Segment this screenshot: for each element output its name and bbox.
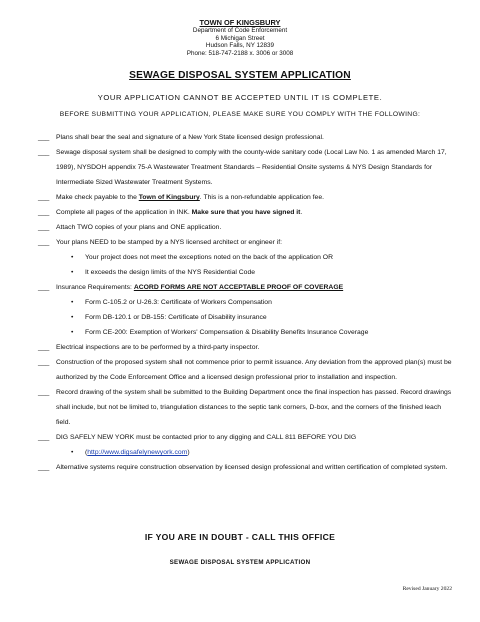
checkbox-line[interactable]: ___ bbox=[38, 149, 50, 156]
before-submitting-note: BEFORE SUBMITTING YOUR APPLICATION, PLEASE MAKE SURE YOU COMPLY WITH THE FOLLOWING: bbox=[59, 111, 421, 118]
signed-emphasis: Make sure that you have signed it bbox=[191, 209, 301, 216]
ink-text-post: . bbox=[300, 209, 303, 216]
item-text: Plans shall bear the seal and signature of a New York State licensed design professional. bbox=[56, 134, 324, 141]
completeness-warning: YOUR APPLICATION CANNOT BE ACCEPTED UNTIL IT IS COMPLETE. bbox=[97, 93, 383, 102]
bullet-icon: • bbox=[71, 329, 74, 336]
item-text: DIG SAFELY NEW YORK must be contacted prior to any digging and CALL 811 BEFORE YOU DIG bbox=[56, 434, 357, 441]
check-text-post: . This is a non-refundable application fee. bbox=[199, 194, 324, 201]
city-address: Hudson Falls, NY 12839 bbox=[205, 42, 275, 50]
list-item bbox=[38, 145, 454, 190]
sub-item bbox=[38, 310, 454, 325]
list-item bbox=[38, 460, 454, 475]
list-item bbox=[38, 430, 454, 445]
checkbox-line[interactable]: ___ bbox=[38, 194, 50, 201]
bullet-icon: • bbox=[71, 269, 74, 276]
call-office-note: IF YOU ARE IN DOUBT - CALL THIS OFFICE bbox=[144, 532, 336, 542]
list-item bbox=[38, 205, 454, 220]
item-text bbox=[56, 280, 454, 295]
town-name-emphasis: Town of Kingsbury bbox=[138, 194, 200, 201]
paren-close: ) bbox=[187, 449, 190, 456]
checkbox-line[interactable]: ___ bbox=[38, 134, 50, 141]
item-text bbox=[56, 205, 454, 220]
dig-safely-link[interactable]: http://www.digsafelynewyork.com bbox=[87, 449, 188, 456]
bullet-icon: • bbox=[71, 254, 74, 261]
acord-warning: ACORD FORMS ARE NOT ACCEPTABLE PROOF OF COVERAGE bbox=[133, 284, 344, 291]
sub-item bbox=[38, 295, 454, 310]
list-item bbox=[38, 355, 454, 385]
list-item bbox=[38, 280, 454, 295]
paren-open: ( bbox=[85, 449, 88, 456]
phone-number: Phone: 518-747-2188 x. 3006 or 3008 bbox=[186, 49, 294, 57]
sub-item bbox=[38, 325, 454, 340]
dept-name: Department of Code Enforcement bbox=[192, 27, 288, 34]
footer-title: SEWAGE DISPOSAL SYSTEM APPLICATION bbox=[169, 559, 311, 566]
checkbox-line[interactable]: ___ bbox=[38, 434, 50, 441]
sub-item-text: Form CE-200: Exemption of Workers' Compensation & Disability Benefits Insurance Coverage bbox=[85, 329, 369, 336]
checkbox-line[interactable]: ___ bbox=[38, 464, 50, 471]
item-text: Sewage disposal system shall be designed to comply with the county-wide sanitary code (Local Law No. 1 as amended March 17, 1989), NYSDOH appendix 75-A Wastewater Treatment Standards – Residential Onsite systems & NYS Design Standards for Intermediate Sized Wastewater Treatment Systems. bbox=[56, 149, 447, 186]
check-text-pre: Make check payable to the bbox=[56, 194, 139, 201]
bullet-icon: • bbox=[71, 449, 74, 456]
bullet-icon: • bbox=[71, 314, 74, 321]
sub-item-text: Form DB-120.1 or DB-155: Certificate of Disability insurance bbox=[85, 314, 267, 321]
list-item bbox=[38, 235, 454, 250]
checkbox-line[interactable]: ___ bbox=[38, 344, 50, 351]
list-item bbox=[38, 385, 454, 430]
sub-item-text bbox=[85, 445, 454, 460]
sub-item bbox=[38, 250, 454, 265]
insurance-label: Insurance Requirements: bbox=[56, 284, 134, 291]
item-text: Electrical inspections are to be performed by a third-party inspector. bbox=[56, 344, 260, 351]
list-item bbox=[38, 190, 454, 205]
org-name: TOWN OF KINGSBURY bbox=[199, 18, 281, 27]
requirements-list bbox=[38, 130, 454, 475]
sub-item bbox=[38, 265, 454, 280]
item-text: Attach TWO copies of your plans and ONE application. bbox=[56, 224, 222, 231]
sub-item-text: It exceeds the design limits of the NYS Residential Code bbox=[85, 269, 256, 276]
item-text: Alternative systems require construction observation by licensed design professional and written certification of completed system. bbox=[56, 464, 448, 471]
item-text: Record drawing of the system shall be submitted to the Building Department once the final inspection has passed. Record drawings shall include, but not be limited to, triangulation distances to the septic tank corners, D-box, and the corners of the finished leach field. bbox=[56, 389, 452, 426]
checkbox-line[interactable]: ___ bbox=[38, 239, 50, 246]
checkbox-line[interactable]: ___ bbox=[38, 224, 50, 231]
item-text: Construction of the proposed system shall not commence prior to permit issuance. Any deviation from the approved plan(s) must be authorized by the Code Enforcement Office and a licensed design professional prior to installation and inspection. bbox=[56, 359, 452, 381]
item-text bbox=[56, 190, 454, 205]
checkbox-line[interactable]: ___ bbox=[38, 284, 50, 291]
sub-item-text: Your project does not meet the exceptions noted on the back of the application OR bbox=[85, 254, 333, 261]
sub-item bbox=[38, 445, 454, 460]
list-item bbox=[38, 340, 454, 355]
letterhead bbox=[0, 18, 480, 57]
checkbox-line[interactable]: ___ bbox=[38, 389, 50, 396]
checkbox-line[interactable]: ___ bbox=[38, 209, 50, 216]
item-text: Your plans NEED to be stamped by a NYS licensed architect or engineer if: bbox=[56, 239, 283, 246]
street-address: 6 Michigan Street bbox=[215, 34, 265, 42]
page-title: SEWAGE DISPOSAL SYSTEM APPLICATION bbox=[129, 70, 351, 81]
list-item bbox=[38, 220, 454, 235]
sub-item-text: Form C-105.2 or U-26.3: Certificate of Workers Compensation bbox=[85, 299, 272, 306]
ink-text-pre: Complete all pages of the application in INK. bbox=[56, 209, 192, 216]
revision-date: Revised January 2022 bbox=[402, 586, 452, 592]
list-item bbox=[38, 130, 454, 145]
checkbox-line[interactable]: ___ bbox=[38, 359, 50, 366]
bullet-icon: • bbox=[71, 299, 74, 306]
